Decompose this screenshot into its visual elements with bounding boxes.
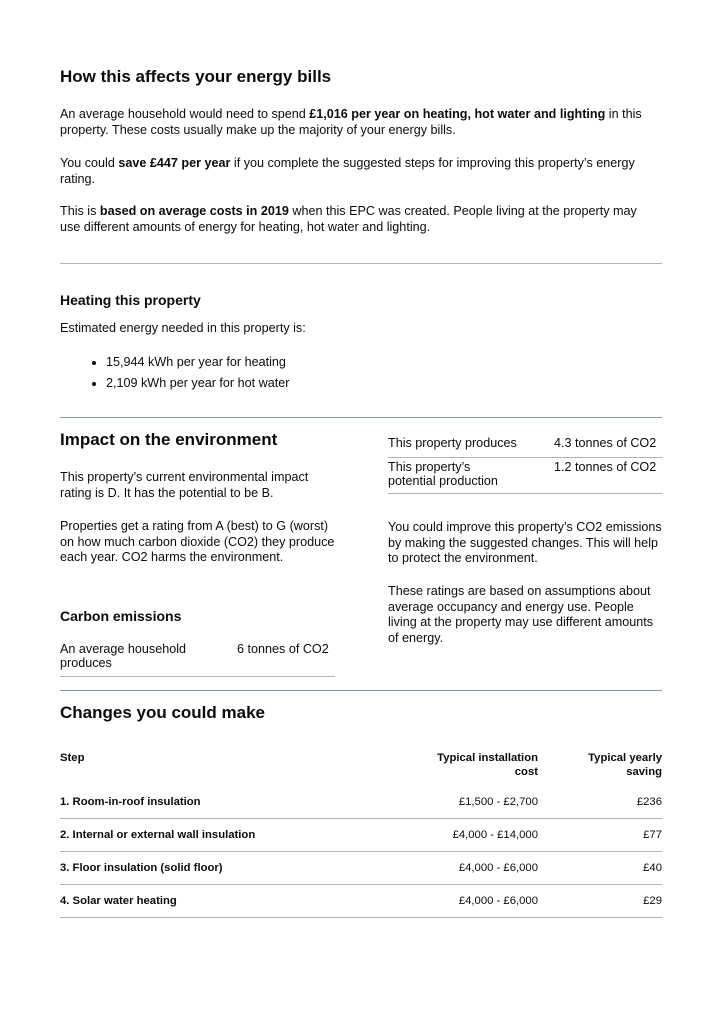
heating-intro: Estimated energy needed in this property is: xyxy=(60,321,306,335)
changes-title: Changes you could make xyxy=(60,703,265,722)
cost-header: Typical installation cost xyxy=(437,752,538,778)
divider xyxy=(60,676,335,677)
divider xyxy=(60,263,662,264)
list-item: • 2,109 kWh per year for hot water xyxy=(106,376,666,392)
cost-cell: £4,000 - £14,000 xyxy=(400,819,538,852)
potential-production-label: This property’s potential production xyxy=(388,460,498,488)
step-cell: 1. Room-in-roof insulation xyxy=(60,786,400,819)
environment-title: Impact on the environment xyxy=(60,430,278,449)
average-household-value: 6 tonnes of CO2 xyxy=(237,642,329,656)
cost-cell: £1,500 - £2,700 xyxy=(400,786,538,819)
divider xyxy=(388,457,662,458)
step-cell: 2. Internal or external wall insulation xyxy=(60,819,400,852)
environment-paragraph-1: This property’s current environmental impact rating is D. It has the potential to be B. xyxy=(60,470,309,500)
changes-table xyxy=(60,751,662,918)
step-cell: 4. Solar water heating xyxy=(60,885,400,918)
saving-cell: £40 xyxy=(538,852,662,885)
step-header: Step xyxy=(60,752,85,764)
environment-paragraph-4: These ratings are based on assumptions about average occupancy and energy use. People living at the property may use different amounts of energy. xyxy=(388,584,654,645)
table-row xyxy=(60,885,662,918)
table-row xyxy=(60,852,662,885)
divider xyxy=(388,493,662,494)
table-row xyxy=(60,786,662,819)
heating-title: Heating this property xyxy=(60,292,201,308)
potential-production-value: 1.2 tonnes of CO2 xyxy=(554,460,657,474)
cost-cell: £4,000 - £6,000 xyxy=(400,852,538,885)
table-row xyxy=(60,819,662,852)
list-item: • 15,944 kWh per year for heating xyxy=(106,355,666,371)
bills-title: How this affects your energy bills xyxy=(60,67,332,86)
average-household-label: An average household produces xyxy=(60,642,187,670)
bills-paragraph-2: You could save £447 per year if you complete the suggested steps for improving this property’s energy rating. xyxy=(60,156,635,186)
section-divider xyxy=(60,690,662,691)
table-header-row xyxy=(60,751,662,786)
carbon-emissions-title: Carbon emissions xyxy=(60,608,182,624)
saving-cell: £77 xyxy=(538,819,662,852)
environment-paragraph-2: Properties get a rating from A (best) to G (worst) on how much carbon dioxide (CO2) they produce each year. CO2 harms the environment. xyxy=(60,519,335,564)
saving-cell: £29 xyxy=(538,885,662,918)
section-divider xyxy=(60,417,662,418)
saving-header: Typical yearly saving xyxy=(588,752,662,778)
step-cell: 3. Floor insulation (solid floor) xyxy=(60,852,400,885)
environment-paragraph-3: You could improve this property’s CO2 emissions by making the suggested changes. This will help to protect the environment. xyxy=(388,520,662,565)
property-produces-value: 4.3 tonnes of CO2 xyxy=(554,436,657,450)
saving-cell: £236 xyxy=(538,786,662,819)
heating-list xyxy=(60,355,666,396)
bills-paragraph-1: An average household would need to spend £1,016 per year on heating, hot water and lighting in this property. These costs usually make up the majority of your energy bills. xyxy=(60,107,642,137)
property-produces-label: This property produces xyxy=(388,436,517,450)
cost-cell: £4,000 - £6,000 xyxy=(400,885,538,918)
bills-paragraph-3: This is based on average costs in 2019 when this EPC was created. People living at the property may use different amounts of energy for heating, hot water and lighting. xyxy=(60,204,637,234)
